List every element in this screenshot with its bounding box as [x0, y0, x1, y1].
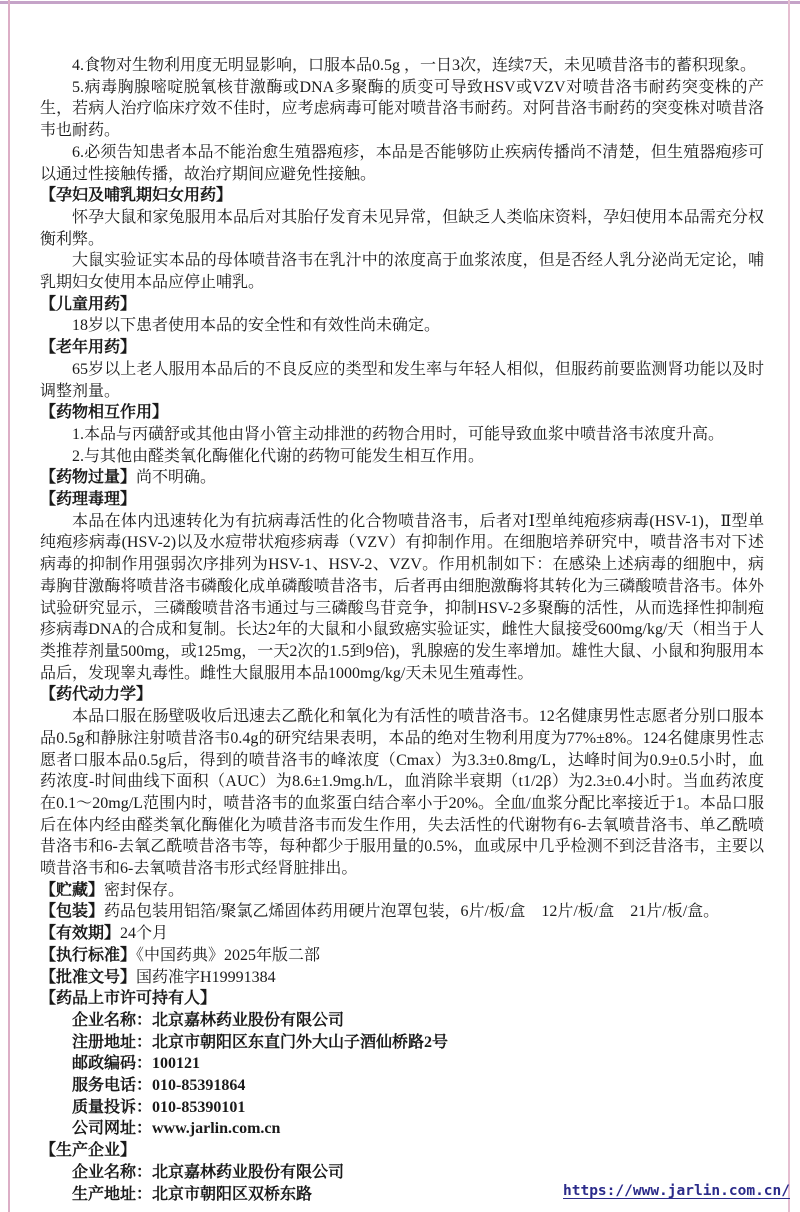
section-heading	[40, 402, 764, 424]
paragraph-text: 尚不明确。	[136, 469, 217, 487]
paragraph-text: 国药准字H19991384	[136, 968, 276, 986]
section-heading	[40, 1140, 764, 1162]
paragraph-text: 5.病毒胸腺嘧啶脱氧核苷激酶或DNA多聚酶的质变可导致HSV或VZV对喷昔洛韦耐药突变株的产生，若病人治疗临床疗效不佳时，应考虑病毒可能对喷昔洛韦耐药。对阿昔洛韦耐药的突变株对喷昔洛韦也耐药。	[40, 78, 764, 140]
paragraph-text: 本品在体内迅速转化为有抗病毒活性的化合物喷昔洛韦，后者对Ⅰ型单纯疱疹病毒(HSV-1)，Ⅱ型单纯疱疹病毒(HSV-2)以及水痘带状疱疹病毒（VZV）有抑制作用。在细胞培养研究中，喷昔洛韦对下述病毒的抑制作用强弱次序排列为HSV-1、HSV-2、VZV。作用机制如下：在感染上述病毒的细胞中，病毒胸苷激酶将喷昔洛韦磷酸化成单磷酸喷昔洛韦，后者再由细胞激酶将其转化为三磷酸喷昔洛韦。体外试验研究显示，三磷酸喷昔洛韦通过与三磷酸鸟苷竞争，抑制HSV-2多聚酶的活性，从而选择性抑制疱疹病毒DNA的合成和复制。长达2年的大鼠和小鼠致癌实验证实，雌性大鼠接受600mg/kg/天（相当于人类推荐剂量500mg，或125mg，一天2次的1.5到9倍)，乳腺癌的发生率增加。雄性大鼠、小鼠和狗服用本品后，发现睾丸毒性。雌性大鼠服用本品1000mg/kg/天未见生殖毒性。	[40, 512, 764, 682]
section-heading	[40, 880, 764, 902]
paragraph	[40, 359, 764, 402]
watermark-url: https://www.jarlin.com.cn/	[563, 1183, 790, 1199]
paragraph	[40, 77, 764, 142]
section-heading	[40, 901, 764, 923]
document-body	[40, 55, 764, 1205]
section-label: 【包装】	[40, 903, 105, 921]
paragraph-text: 公司网址：www.jarlin.com.cn	[72, 1120, 281, 1138]
section-label: 【生产企业】	[40, 1142, 137, 1160]
paragraph	[40, 446, 764, 468]
paragraph-text: 服务电话：010-85391864	[72, 1077, 246, 1095]
paragraph-text: 24个月	[120, 925, 169, 943]
contact-line	[40, 1053, 764, 1075]
section-label: 【老年用药】	[40, 339, 137, 357]
paragraph-text: 邮政编码：100121	[72, 1055, 201, 1073]
paragraph-text: 6.必须告知患者本品不能治愈生殖器疱疹，本品是否能够防止疾病传播尚不清楚，但生殖器疱疹可以通过性接触传播，故治疗期间应避免性接触。	[40, 143, 764, 183]
section-label: 【批准文号】	[40, 968, 137, 986]
section-label: 【药物过量】	[40, 469, 137, 487]
page-border-right	[788, 0, 790, 1212]
section-heading	[40, 923, 764, 945]
section-label: 【执行标准】	[40, 946, 137, 964]
paragraph-text: 怀孕大鼠和家兔服用本品后对其胎仔发育未见异常，但缺乏人类临床资料，孕妇使用本品需充分权衡利弊。	[40, 208, 764, 248]
paragraph-text: 65岁以上老人服用本品后的不良反应的类型和发生率与年轻人相似，但服药前要监测肾功能以及时调整剂量。	[40, 360, 764, 400]
section-heading	[40, 988, 764, 1010]
paragraph-text: 1.本品与丙磺舒或其他由肾小管主动排泄的药物合用时，可能导致血浆中喷昔洛韦浓度升高。	[72, 425, 725, 443]
page-border-left	[8, 0, 10, 1212]
contact-line	[40, 1097, 764, 1119]
paragraph-text: 生产地址：北京市朝阳区双桥东路	[72, 1185, 313, 1203]
paragraph	[40, 250, 764, 293]
paragraph	[40, 55, 764, 77]
section-label: 【孕妇及哺乳期妇女用药】	[40, 187, 233, 205]
section-heading	[40, 185, 764, 207]
section-heading	[40, 467, 764, 489]
paragraph-text: 2.与其他由醛类氧化酶催化代谢的药物可能发生相互作用。	[72, 447, 485, 465]
paragraph	[40, 424, 764, 446]
paragraph-text: 药品包装用铝箔/聚氯乙烯固体药用硬片泡罩包装，6片/板/盒 12片/板/盒 21片/板/盒。	[104, 903, 720, 921]
paragraph-text: 本品口服在肠壁吸收后迅速去乙酰化和氧化为有活性的喷昔洛韦。12名健康男性志愿者分别口服本品0.5g和静脉注射喷昔洛韦0.4g的研究结果表明，本品的绝对生物利用度为77%±8%。124名健康男性志愿者口服本品0.5g后，得到的喷昔洛韦的峰浓度（Cmax）为3.3±0.8mg/L，达峰时间为0.9±0.5小时，血药浓度-时间曲线下面积（AUC）为8.6±1.9mg.h/L，血消除半衰期（t1/2β）为2.3±0.4小时。当血药浓度在0.1～20mg/L范围内时，喷昔洛韦的血浆蛋白结合率小于20%。全血/血浆分配比率接近于1。本品口服后在体内经由醛类氧化酶催化为喷昔洛韦而发生作用，失去活性的代谢物有6-去氧喷昔洛韦、单乙酰喷昔洛韦和6-去氧乙酰喷昔洛韦等，每种都少于服用量的0.5%，血或尿中几乎检测不到泛昔洛韦，主要以喷昔洛韦和6-去氧喷昔洛韦形式经肾脏排出。	[40, 708, 764, 878]
paragraph	[40, 142, 764, 185]
section-label: 【药代动力学】	[40, 686, 153, 704]
section-label: 【贮藏】	[40, 881, 105, 899]
paragraph	[40, 207, 764, 250]
section-label: 【有效期】	[40, 925, 121, 943]
paragraph-text: 《中国药典》2025年版二部	[136, 946, 321, 964]
paragraph-text: 4.食物对生物利用度无明显影响，口服本品0.5g ，一日3次，连续7天，未见喷昔洛韦的蓄积现象。	[72, 57, 757, 74]
contact-line	[40, 1010, 764, 1032]
section-heading	[40, 294, 764, 316]
section-heading	[40, 489, 764, 511]
section-label: 【药品上市许可持有人】	[40, 990, 217, 1008]
section-heading	[40, 337, 764, 359]
paragraph-text: 企业名称：北京嘉林药业股份有限公司	[72, 1163, 345, 1181]
page-border-top	[0, 1, 800, 4]
contact-line	[40, 1162, 764, 1184]
section-label: 【药理毒理】	[40, 491, 137, 509]
section-heading	[40, 945, 764, 967]
paragraph-text: 质量投诉：010-85390101	[72, 1098, 246, 1116]
paragraph-text: 18岁以下患者使用本品的安全性和有效性尚未确定。	[72, 317, 441, 335]
section-label: 【药物相互作用】	[40, 404, 169, 422]
paragraph-text: 注册地址：北京市朝阳区东直门外大山子酒仙桥路2号	[72, 1033, 449, 1051]
paragraph-text: 密封保存。	[104, 881, 185, 899]
section-heading	[40, 684, 764, 706]
contact-line	[40, 1118, 764, 1140]
contact-line	[40, 1075, 764, 1097]
contact-line	[40, 1032, 764, 1054]
paragraph	[40, 315, 764, 337]
paragraph	[40, 511, 764, 685]
paragraph-text: 企业名称：北京嘉林药业股份有限公司	[72, 1011, 345, 1029]
paragraph	[40, 706, 764, 880]
paragraph-text: 大鼠实验证实本品的母体喷昔洛韦在乳汁中的浓度高于血浆浓度，但是否经人乳分泌尚无定论，哺乳期妇女使用本品应停止哺乳。	[40, 252, 764, 292]
section-label: 【儿童用药】	[40, 295, 137, 313]
section-heading	[40, 967, 764, 989]
